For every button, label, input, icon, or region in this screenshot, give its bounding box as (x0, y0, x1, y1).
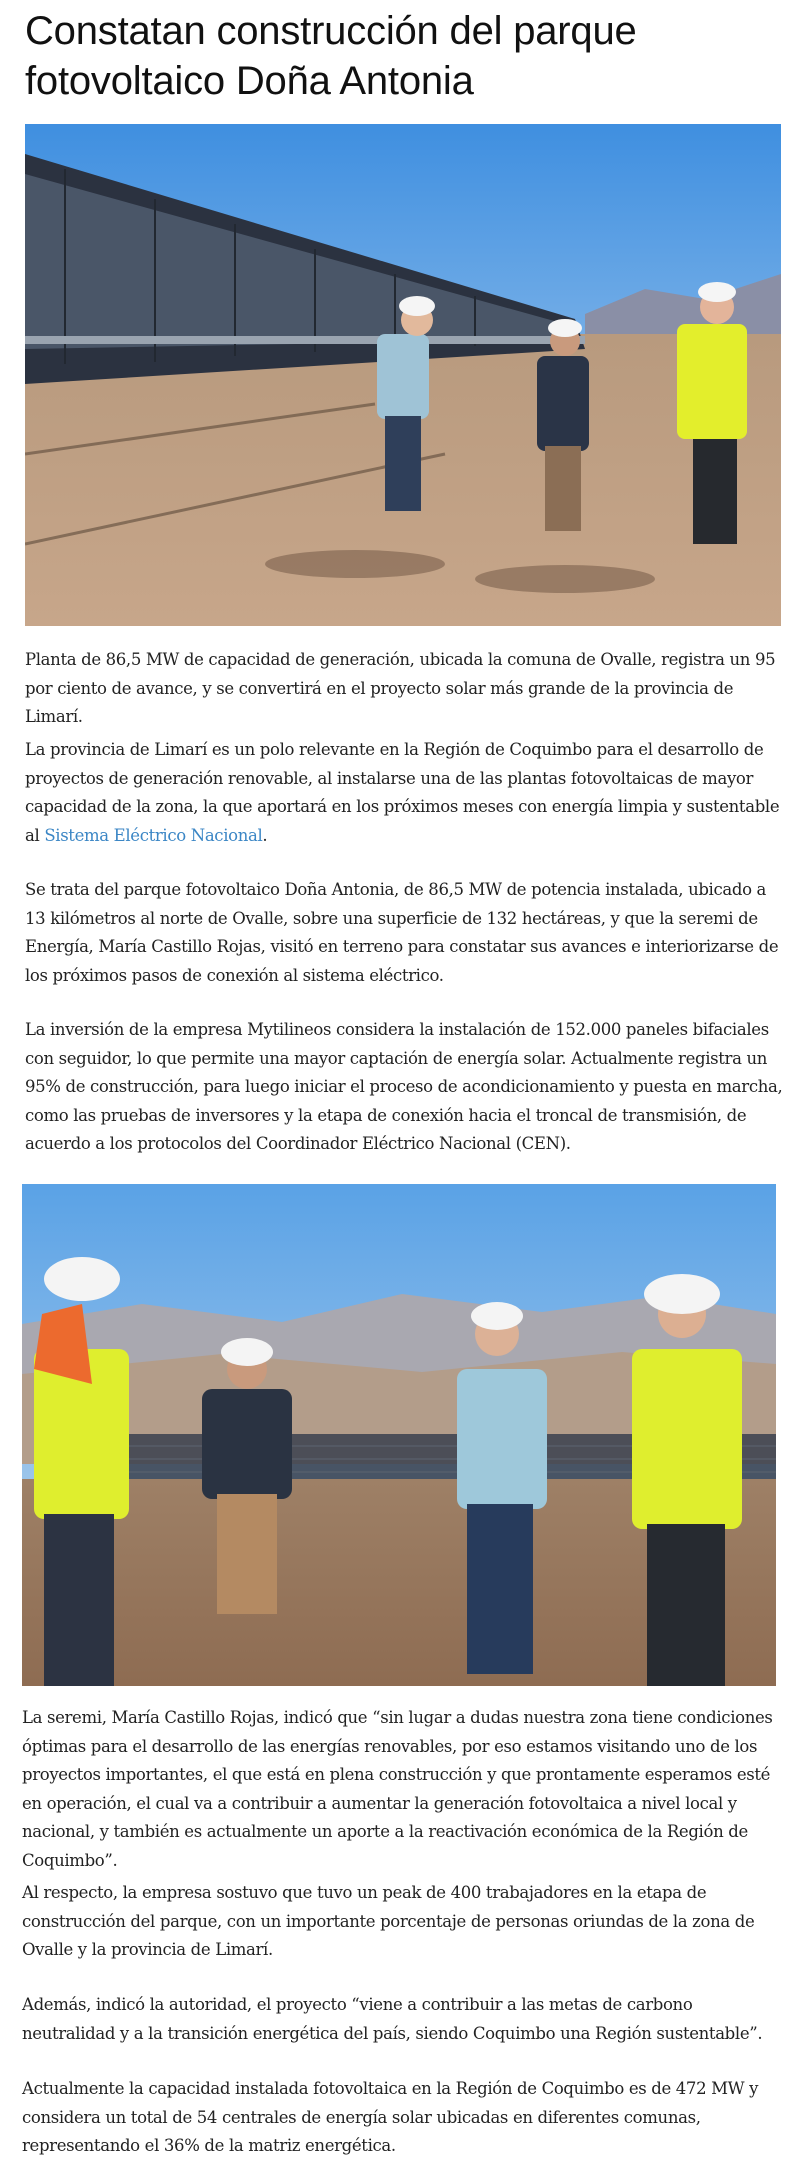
article-title: Constatan construcción del parque fotovoltaico Doña Antonia (25, 9, 637, 103)
article-paragraph: La seremi, María Castillo Rojas, indicó que “sin lugar a dudas nuestra zona tiene condiciones óptimas para el desarrollo de las energías renovables, por eso estamos visitando uno de los proyectos importantes, el que está en plena construcción y que prontamente esperamos esté en operación, el cual va a contribuir a aumentar la generación fotovoltaica a nivel local y nacional, y también es actualmente un aporte a la reactivación económica de la Región de Coquimbo”. (22, 1708, 773, 1870)
article-photo-solar-panels (25, 124, 781, 626)
article-paragraph: Al respecto, la empresa sostuvo que tuvo un peak de 400 trabajadores en la etapa de construcción del parque, con un importante porcentaje de personas oriundas de la zona de Ovalle y la provincia de Limarí. (22, 1883, 755, 1960)
paragraph-text-end: . (262, 825, 268, 845)
article-paragraph: Se trata del parque fotovoltaico Doña Antonia, de 86,5 MW de potencia instalada, ubicado a 13 kilómetros al norte de Ovalle, sobre una superficie de 132 hectáreas, y que la seremi de Energía, María Castillo Rojas, visitó en terreno para constatar sus avances e interiorizarse de los próximos pasos de conexión al sistema eléctrico. (25, 880, 779, 985)
photo-solar-panels-site-visit-icon (25, 124, 781, 626)
article-photo-group-on-hill (22, 1184, 776, 1686)
article-paragraph: Actualmente la capacidad instalada fotovoltaica en la Región de Coquimbo es de 472 MW y considera un total de 54 centrales de energía solar ubicadas en diferentes comunas, representando el 36% de la matriz energética. (22, 2079, 759, 2156)
article-paragraph: La inversión de la empresa Mytilineos considera la instalación de 152.000 paneles bifaciales con seguidor, lo que permite una mayor captación de energía solar. Actualmente registra un 95% de construcción, para luego iniciar el proceso de acondicionamiento y puesta en marcha, como las pruebas de inversores y la etapa de conexión hacia el troncal de transmisión, de acuerdo a los protocolos del Coordinador Eléctrico Nacional (CEN). (25, 1020, 783, 1154)
paragraph-text: La provincia de Limarí es un polo relevante en la Región de Coquimbo para el desarrollo de proyectos de generación renovable, al instalarse una de las plantas fotovoltaicas de mayor capacidad de la zona, la que aportará en los próximos meses con energía limpia y sustentable al (25, 740, 780, 845)
photo-group-on-hill-overlooking-plant-icon (22, 1184, 776, 1686)
article-paragraph: Planta de 86,5 MW de capacidad de generación, ubicada la comuna de Ovalle, registra un 95 por ciento de avance, y se convertirá en el proyecto solar más grande de la provincia de Limarí. (25, 650, 776, 727)
article-paragraph (25, 736, 785, 850)
link-sistema-electrico-nacional[interactable]: Sistema Eléctrico Nacional (44, 825, 263, 845)
article-paragraph: Además, indicó la autoridad, el proyecto “viene a contribuir a las metas de carbono neutralidad y a la transición energética del país, siendo Coquimbo una Región sustentable”. (22, 1995, 763, 2043)
